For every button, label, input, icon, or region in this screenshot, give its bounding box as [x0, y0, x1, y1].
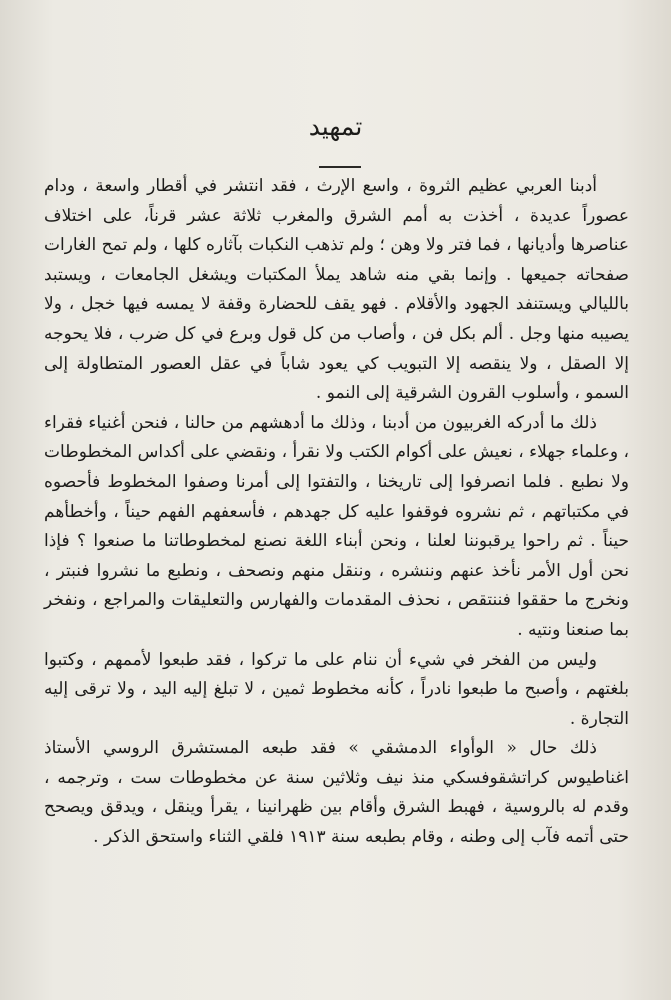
page-body	[44, 172, 629, 853]
paragraph-1: أدبنا العربي عظيم الثروة ، واسع الإرث ، فقد انتشر في أقطار واسعة ، ودام عصوراً عديدة ، أخذت به أمم الشرق والمغرب ثلاثة عشر قرناً، على اختلاف عناصرها وأديانها ، فما فتر ولا وهن ؛ ولم تذهب النكبات بآثاره كلها ، ولم تمح الغارات صفحاته جميعها . وإنما بقي منه شاهد يملأ المكتبات ويشغل الجامعات ، ويستبد بالليالي ويستنفد الجهود والأقلام . فهو يقف للحضارة وقفة لا يمسه فيها خجل ، ولا يصيبه منها وجل . ألم بكل فن ، وأصاب من كل قول وبرع في كل ضرب ، فلا يحوجه إلا الصقل ، ولا ينقصه إلا التبويب كي يعود شاباً في عقل العصور المتطاولة إلى السمو ، وأسلوب القرون الشرقية إلى النمو .	[44, 176, 629, 404]
page-title: تمهيد	[308, 112, 363, 141]
paragraph-3: وليس من الفخر في شيء أن ننام على ما تركوا ، فقد طبعوا لأممهم ، وكتبوا بلغتهم ، وأصبح ما طبعوا نادراً ، كأنه مخطوط ثمين ، لا تبلغ إليه اليد ، ولا ترقى إليه التجارة .	[44, 649, 629, 729]
title-divider	[319, 166, 361, 168]
paragraph-2: ذلك ما أدركه الغربيون من أدبنا ، وذلك ما أدهشهم من حالنا ، فنحن أغنياء فقراء ، وعلماء جهلاء ، نعيش على أكوام الكتب ولا نقرأ ، ونقضي على أكداس المخطوطات ولا نطبع . فلما انصرفوا إلى تاريخنا ، والتفتوا إلى أمرنا وصفوا المخطوط فأحصوه في مكتباتهم ، ثم نشروه فوقفوا عليه كل جهدهم ، فأسعفهم الفهم حيناً ، وأخطأهم حيناً . ثم راحوا يرقبوننا لعلنا ، ونحن أبناء اللغة نصنع لمخطوطاتنا ما صنعوا ؟ فإذا نحن أول الأمر نأخذ عنهم وننشره ، وننقل منهم ونصحف ، ونطبع ما نشروا فنبتر ، ونخرج ما حققوا فننتقص ، نحذف المقدمات والفهارس والتعليقات والمراجع ، ونفخر بما صنعنا ونتيه .	[44, 412, 629, 640]
paragraph-4: ذلك حال « الوأواء الدمشقي » فقد طبعه المستشرق الروسي الأستاذ اغناطيوس كراتشقوفسكي منذ نيف وثلاثين سنة عن مخطوطات ست ، وترجمه ، وقدم له بالروسية ، فهبط الشرق وأقام بين ظهرانينا ، يقرأ وينقل ، ويدقق ويصحح حتى أتمه فآب إلى وطنه ، وقام بطبعه سنة ١٩١٣ فلقي الثناء واستحق الذكر .	[44, 738, 629, 848]
